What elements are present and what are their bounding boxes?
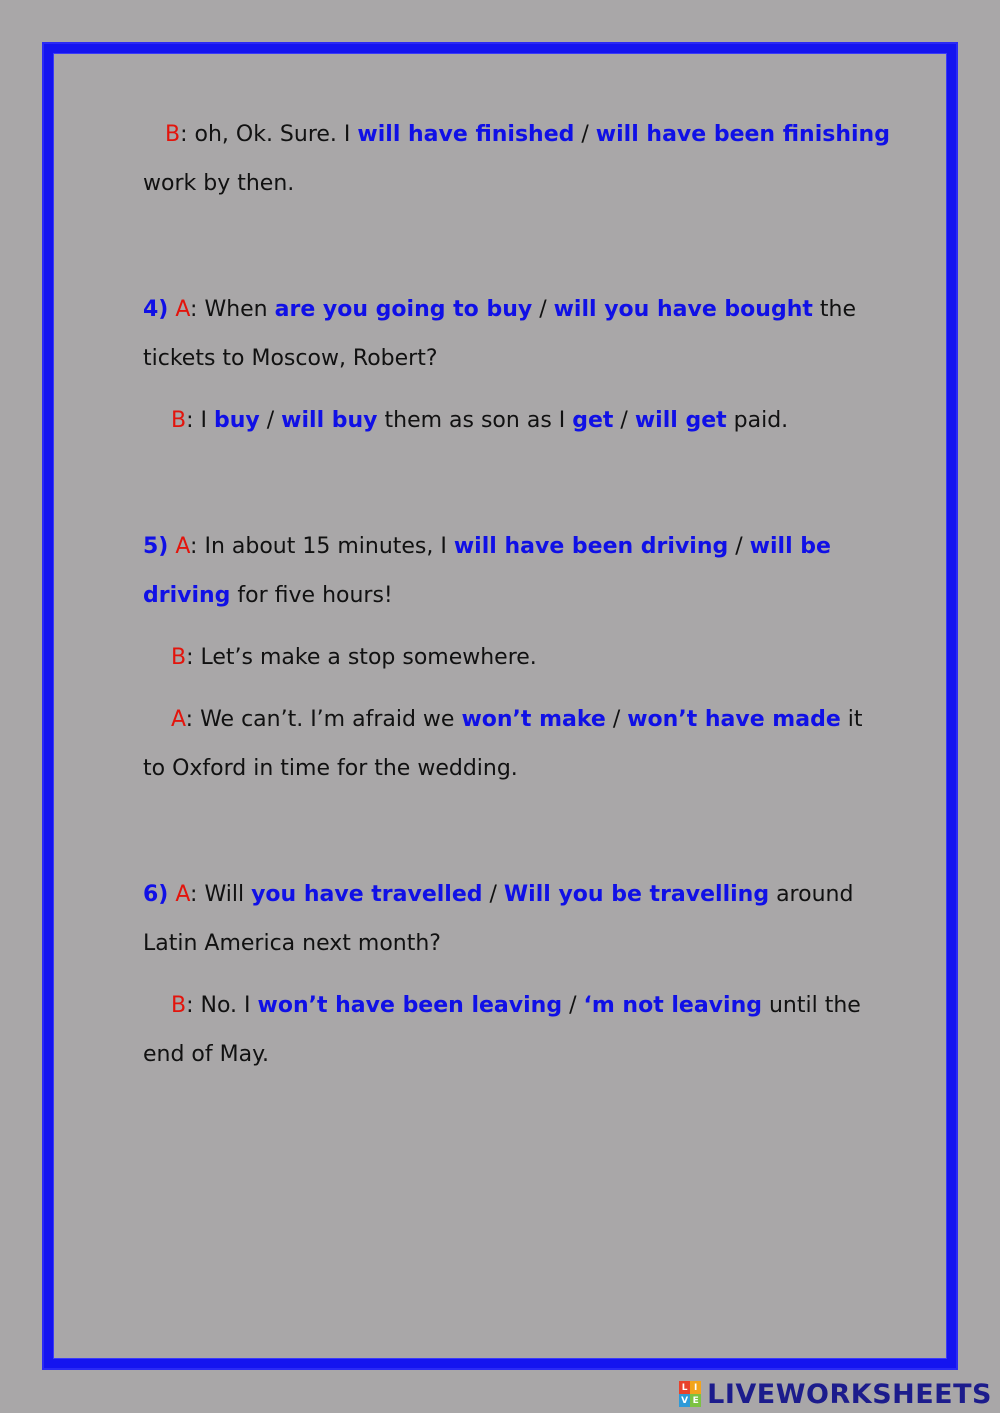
- text: : Let’s make a stop somewhere.: [186, 645, 537, 670]
- item-number: 4): [143, 297, 169, 322]
- liveworksheets-footer: [679, 1376, 992, 1412]
- item-3-b-line: [143, 110, 890, 159]
- option-choice[interactable]: you have travelled: [251, 882, 483, 907]
- speaker-a: A: [171, 707, 186, 732]
- text: until the: [761, 993, 861, 1018]
- option-choice[interactable]: ‘m not leaving: [583, 993, 762, 1018]
- text: : We can’t. I’m afraid we: [185, 707, 462, 732]
- speaker-a: A: [175, 882, 191, 907]
- option-choice[interactable]: will buy: [281, 408, 378, 433]
- text: : I: [186, 408, 214, 433]
- item-6-a-line: [143, 870, 863, 919]
- item-number: 6): [143, 882, 169, 907]
- logo-letter: E: [690, 1394, 701, 1407]
- item-4-b-line: [143, 396, 863, 445]
- option-choice[interactable]: buy: [213, 408, 260, 433]
- text: : When: [190, 297, 275, 322]
- exercise-content: [143, 110, 890, 1079]
- option-choice[interactable]: driving: [143, 583, 231, 608]
- option-choice[interactable]: won’t have been leaving: [257, 993, 563, 1018]
- item-3-b-line-2: work by then.: [143, 171, 295, 196]
- option-choice[interactable]: won’t have made: [627, 707, 841, 732]
- text: them as son as I: [377, 408, 573, 433]
- text: paid.: [726, 408, 789, 433]
- option-choice[interactable]: will you have bought: [553, 297, 813, 322]
- separator: /: [605, 707, 628, 732]
- speaker-b: B: [171, 408, 187, 433]
- text: for five hours!: [230, 583, 393, 608]
- option-choice[interactable]: won’t make: [461, 707, 606, 732]
- option-choice[interactable]: are you going to buy: [274, 297, 533, 322]
- text: : No. I: [186, 993, 258, 1018]
- item-5-a-line-2: [143, 571, 863, 620]
- item-6-a-line-2: Latin America next month?: [143, 931, 441, 956]
- text: : oh, Ok. Sure. I: [180, 122, 358, 147]
- item-6-b-line: [143, 981, 863, 1030]
- speaker-b: B: [165, 122, 181, 147]
- option-choice[interactable]: get: [572, 408, 614, 433]
- speaker-b: B: [171, 645, 187, 670]
- option-choice[interactable]: will be: [749, 534, 831, 559]
- logo-letter: L: [679, 1381, 690, 1394]
- text: it: [840, 707, 863, 732]
- item-5-a2-line-2: to Oxford in time for the wedding.: [143, 756, 518, 781]
- option-choice[interactable]: will have been finishing: [595, 122, 890, 147]
- item-6-b-line-2: end of May.: [143, 1042, 269, 1067]
- logo-letter: V: [679, 1394, 690, 1407]
- speaker-b: B: [171, 993, 187, 1018]
- separator: /: [728, 534, 750, 559]
- item-4-a-line: [143, 285, 863, 334]
- separator: /: [613, 408, 635, 433]
- separator: /: [482, 882, 504, 907]
- item-5-a-line: [143, 522, 863, 571]
- separator: /: [562, 993, 584, 1018]
- option-choice[interactable]: Will you be travelling: [503, 882, 770, 907]
- item-5-b-line: [143, 633, 863, 682]
- separator: /: [259, 408, 282, 433]
- item-number: 5): [143, 534, 169, 559]
- logo-letter: I: [690, 1381, 701, 1394]
- option-choice[interactable]: will have finished: [357, 122, 575, 147]
- text: : Will: [190, 882, 252, 907]
- text: : In about 15 minutes, I: [190, 534, 454, 559]
- speaker-a: A: [175, 534, 191, 559]
- option-choice[interactable]: will have been driving: [453, 534, 729, 559]
- text: the: [812, 297, 856, 322]
- liveworksheets-logo-icon: [679, 1381, 701, 1407]
- text: around: [769, 882, 854, 907]
- separator: /: [574, 122, 596, 147]
- option-choice[interactable]: will get: [634, 408, 727, 433]
- item-4-a-line-2: tickets to Moscow, Robert?: [143, 346, 438, 371]
- brand-name[interactable]: LIVEWORKSHEETS: [707, 1378, 992, 1410]
- item-5-a2-line: [143, 695, 863, 744]
- speaker-a: A: [175, 297, 191, 322]
- separator: /: [532, 297, 554, 322]
